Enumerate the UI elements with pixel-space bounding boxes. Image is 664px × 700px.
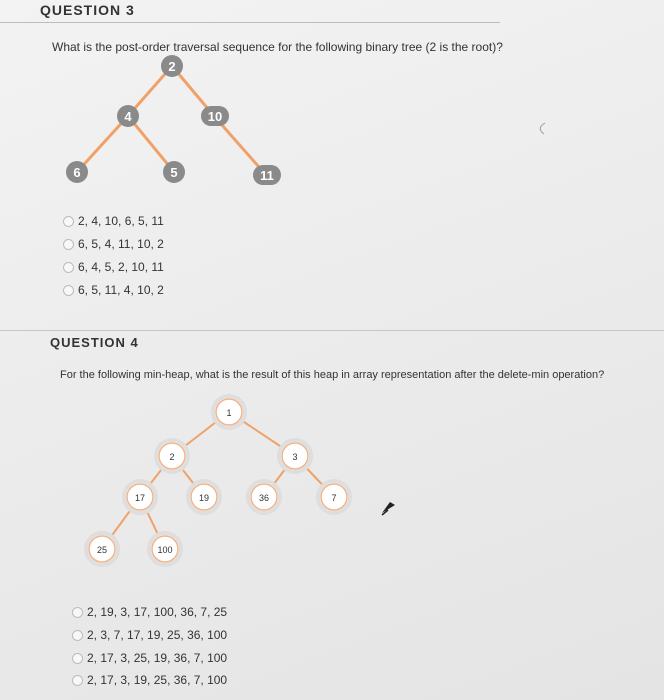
question4-title: QUESTION 4 (50, 335, 139, 350)
question4-option-2[interactable] (72, 628, 227, 642)
option-label: 2, 19, 3, 17, 100, 36, 7, 25 (87, 605, 228, 619)
option-label: 6, 5, 11, 4, 10, 2 (78, 283, 164, 297)
question4-option-4[interactable] (72, 673, 227, 687)
heap-node-25 (86, 533, 118, 565)
svg-text:36: 36 (258, 493, 270, 503)
svg-text:2: 2 (169, 452, 175, 462)
mouse-cursor-icon (382, 502, 395, 515)
svg-text:25: 25 (96, 545, 108, 555)
svg-text:100: 100 (157, 545, 173, 555)
heap-node-19 (188, 481, 220, 513)
option-label: 2, 17, 3, 25, 19, 36, 7, 100 (87, 651, 228, 665)
radio-button[interactable] (72, 675, 83, 686)
option-label: 2, 17, 3, 19, 25, 36, 7, 100 (87, 673, 228, 687)
svg-text:3: 3 (292, 452, 298, 462)
heap-node-17 (124, 481, 156, 513)
heap-node-100 (149, 533, 181, 565)
heap-node-7 (318, 481, 350, 513)
radio-button[interactable] (72, 653, 83, 664)
heap-node-3 (279, 440, 311, 472)
svg-text:19: 19 (198, 493, 210, 503)
heap-node-1 (213, 396, 245, 428)
heap-node-36 (248, 481, 280, 513)
svg-text:6: 6 (73, 165, 81, 180)
svg-text:1: 1 (226, 408, 232, 418)
option-label: 6, 4, 5, 2, 10, 11 (78, 260, 164, 274)
question4-option-3[interactable] (72, 651, 227, 665)
svg-text:7: 7 (331, 493, 337, 503)
question3-title: QUESTION 3 (40, 2, 135, 18)
option-label: 6, 5, 4, 11, 10, 2 (78, 237, 164, 251)
heap-node-2 (156, 440, 188, 472)
svg-text:2: 2 (168, 59, 176, 74)
option-label: 2, 3, 7, 17, 19, 25, 36, 100 (87, 628, 228, 642)
svg-text:11: 11 (260, 168, 274, 183)
radio-button[interactable] (72, 630, 83, 641)
svg-text:4: 4 (124, 109, 132, 124)
question4-option-1[interactable] (72, 605, 227, 619)
svg-text:17: 17 (134, 493, 146, 503)
question4-prompt: For the following min-heap, what is the result of this heap in array representation after the delete-min operation? (60, 369, 605, 381)
svg-text:10: 10 (207, 109, 223, 124)
question3-prompt: What is the post-order traversal sequence for the following binary tree (2 is the root)? (52, 40, 503, 54)
radio-button[interactable] (72, 607, 83, 618)
svg-text:5: 5 (170, 165, 178, 180)
option-label: 2, 4, 10, 6, 5, 11 (78, 214, 164, 228)
